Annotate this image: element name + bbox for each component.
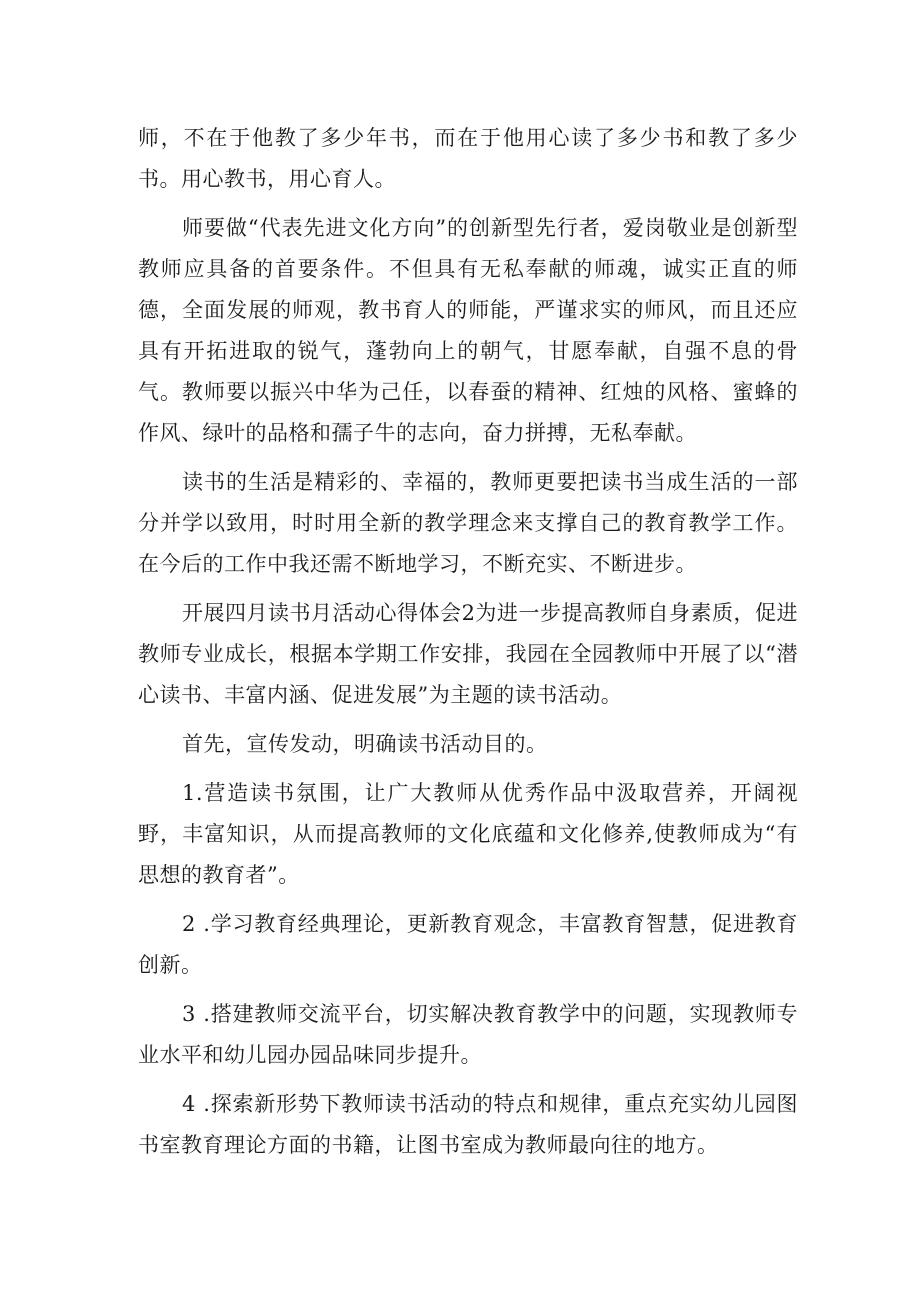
document-body — [138, 118, 798, 1166]
list-item-4: 4 .探索新形势下教师读书活动的特点和规律，重点充实幼儿园图书室教育理论方面的书籍，让图书室成为教师最向往的地方。 — [138, 1092, 798, 1157]
list-item-1: 1.营造读书氛围，让广大教师从优秀作品中汲取营养，开阔视野，丰富知识，从而提高教师的文化底蕴和文化修养,使教师成为“有思想的教育者”。 — [138, 781, 798, 887]
paragraph-reading-month-intro: 开展四月读书月活动心得体会2为进一步提高教师自身素质，促进教师专业成长，根据本学期工作安排，我园在全园教师中开展了以“潜心读书、丰富内涵、促进发展”为主题的读书活动。 — [138, 601, 798, 707]
paragraph-reading-life: 读书的生活是精彩的、幸福的，教师更要把读书当成生活的一部分并学以致用，时时用全新的教学理念来支撑自己的教育教学工作。在今后的工作中我还需不断地学习，不断充实、不断进步。 — [138, 470, 798, 576]
paragraph-continuation: 师，不在于他教了多少年书，而在于他用心读了多少书和教了多少书。用心教书，用心育人。 — [138, 126, 798, 191]
list-item-3: 3 .搭建教师交流平台，切实解决教育教学中的问题，实现教师专业水平和幼儿园办园品味同步提升。 — [138, 1002, 798, 1067]
paragraph-first-step: 首先，宣传发动，明确读书活动目的。 — [182, 732, 548, 756]
paragraph-innovative-teacher: 师要做“代表先进文化方向”的创新型先行者，爱岗敬业是创新型教师应具备的首要条件。不但具有无私奉献的师魂，诚实正直的师德，全面发展的师观，教书育人的师能，严谨求实的师风，而且还应具有开拓进取的锐气，蓬勃向上的朝气，甘愿奉献，自强不息的骨气。教师要以振兴中华为己任，以春蚕的精神、红烛的风格、蜜蜂的作风、绿叶的品格和孺子牛的志向，奋力拼搏，无私奉献。 — [138, 216, 798, 445]
list-item-2: 2 .学习教育经典理论，更新教育观念，丰富教育智慧，促进教育创新。 — [138, 912, 798, 977]
